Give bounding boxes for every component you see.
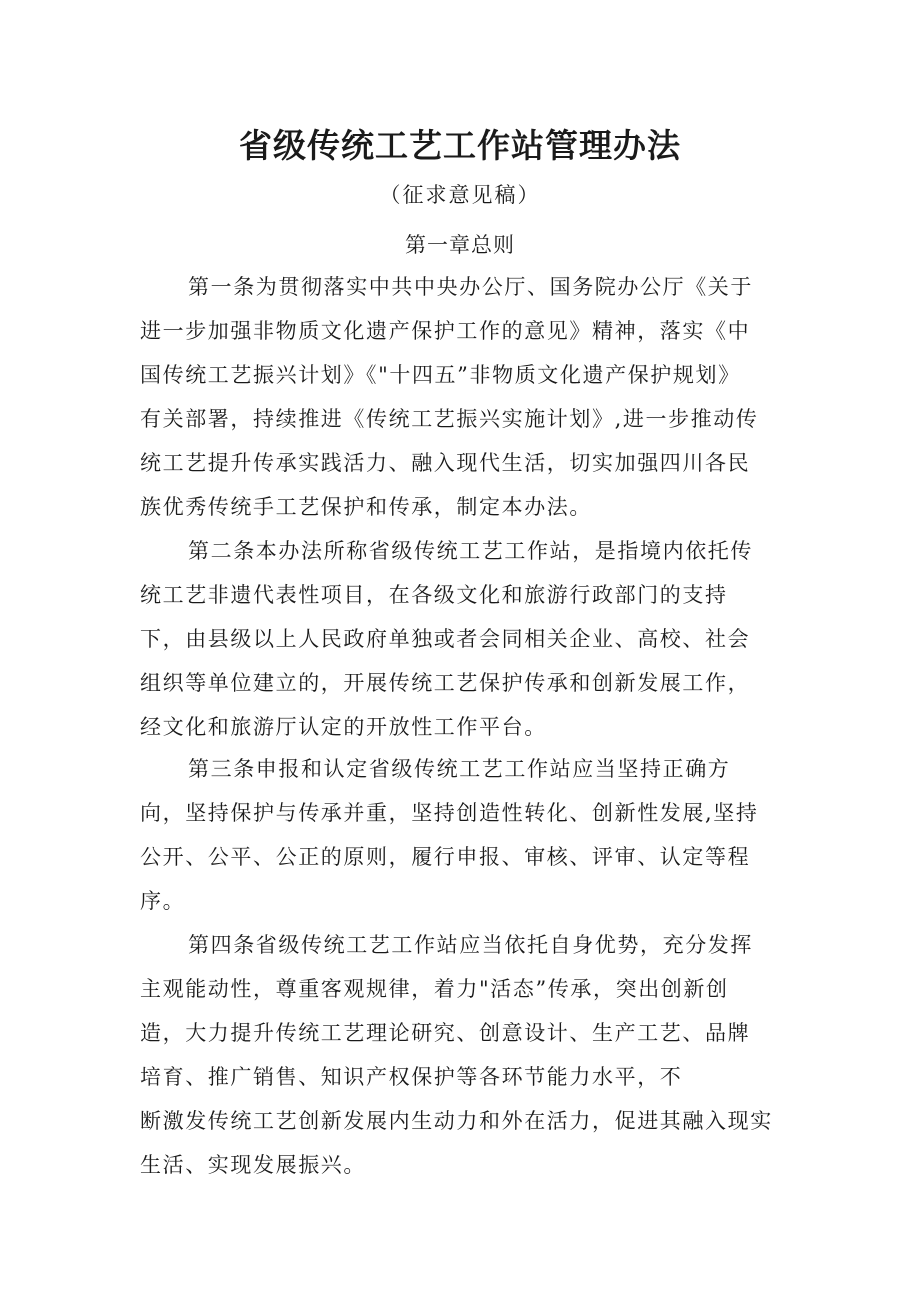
- paragraph-line: 经文化和旅游厅认定的开放性工作平台。: [140, 715, 547, 739]
- paragraph-line: 第一条为贯彻落实中共中央办公厅、国务院办公厅《关于: [188, 275, 753, 299]
- paragraph-line: 下，由县级以上人民政府单独或者会同相关企业、高校、社会: [140, 627, 751, 651]
- paragraph-line: 主观能动性，尊重客观规律，着力"活态”传承，突出创新创: [140, 977, 729, 1001]
- document-title: 省级传统工艺工作站管理办法: [239, 126, 681, 165]
- paragraph-line: 向，坚持保护与传承并重，坚持创造性转化、创新性发展,坚持: [140, 801, 759, 825]
- chapter-heading: 第一章总则: [405, 233, 515, 257]
- paragraph-line: 进一步加强非物质文化遗产保护工作的意见》精神，落实《中: [140, 319, 751, 343]
- paragraph-line: 培育、推广销售、知识产权保护等各环节能力水平，不: [140, 1065, 683, 1089]
- paragraph-line: 第二条本办法所称省级传统工艺工作站，是指境内依托传: [188, 539, 753, 563]
- paragraph-line: 有关部署，持续推进《传统工艺振兴实施计划》,进一步推动传: [140, 407, 759, 431]
- paragraph-line: 组织等单位建立的，开展传统工艺保护传承和创新发展工作，: [140, 671, 751, 695]
- document-subtitle: （征求意见稿）: [379, 183, 541, 207]
- paragraph-line: 第三条申报和认定省级传统工艺工作站应当坚持正确方: [188, 757, 731, 781]
- paragraph-line: 国传统工艺振兴计划》《"十四五”非物质文化遗产保护规划》: [140, 363, 741, 387]
- paragraph-line: 序。: [140, 889, 186, 913]
- paragraph-line: 族优秀传统手工艺保护和传承，制定本办法。: [140, 495, 592, 519]
- paragraph-line: 断激发传统工艺创新发展内生动力和外在活力，促进其融入现实: [140, 1109, 773, 1133]
- paragraph-line: 统工艺非遗代表性项目，在各级文化和旅游行政部门的支持: [140, 583, 728, 607]
- paragraph-line: 统工艺提升传承实践活力、融入现代生活，切实加强四川各民: [140, 451, 751, 475]
- paragraph-line: 生活、实现发展振兴。: [140, 1153, 366, 1177]
- paragraph-line: 公开、公平、公正的原则，履行申报、审核、评审、认定等程: [140, 845, 751, 869]
- paragraph-line: 第四条省级传统工艺工作站应当依托自身优势，充分发挥: [188, 933, 753, 957]
- paragraph-line: 造，大力提升传统工艺理论研究、创意设计、生产工艺、品牌: [140, 1021, 751, 1045]
